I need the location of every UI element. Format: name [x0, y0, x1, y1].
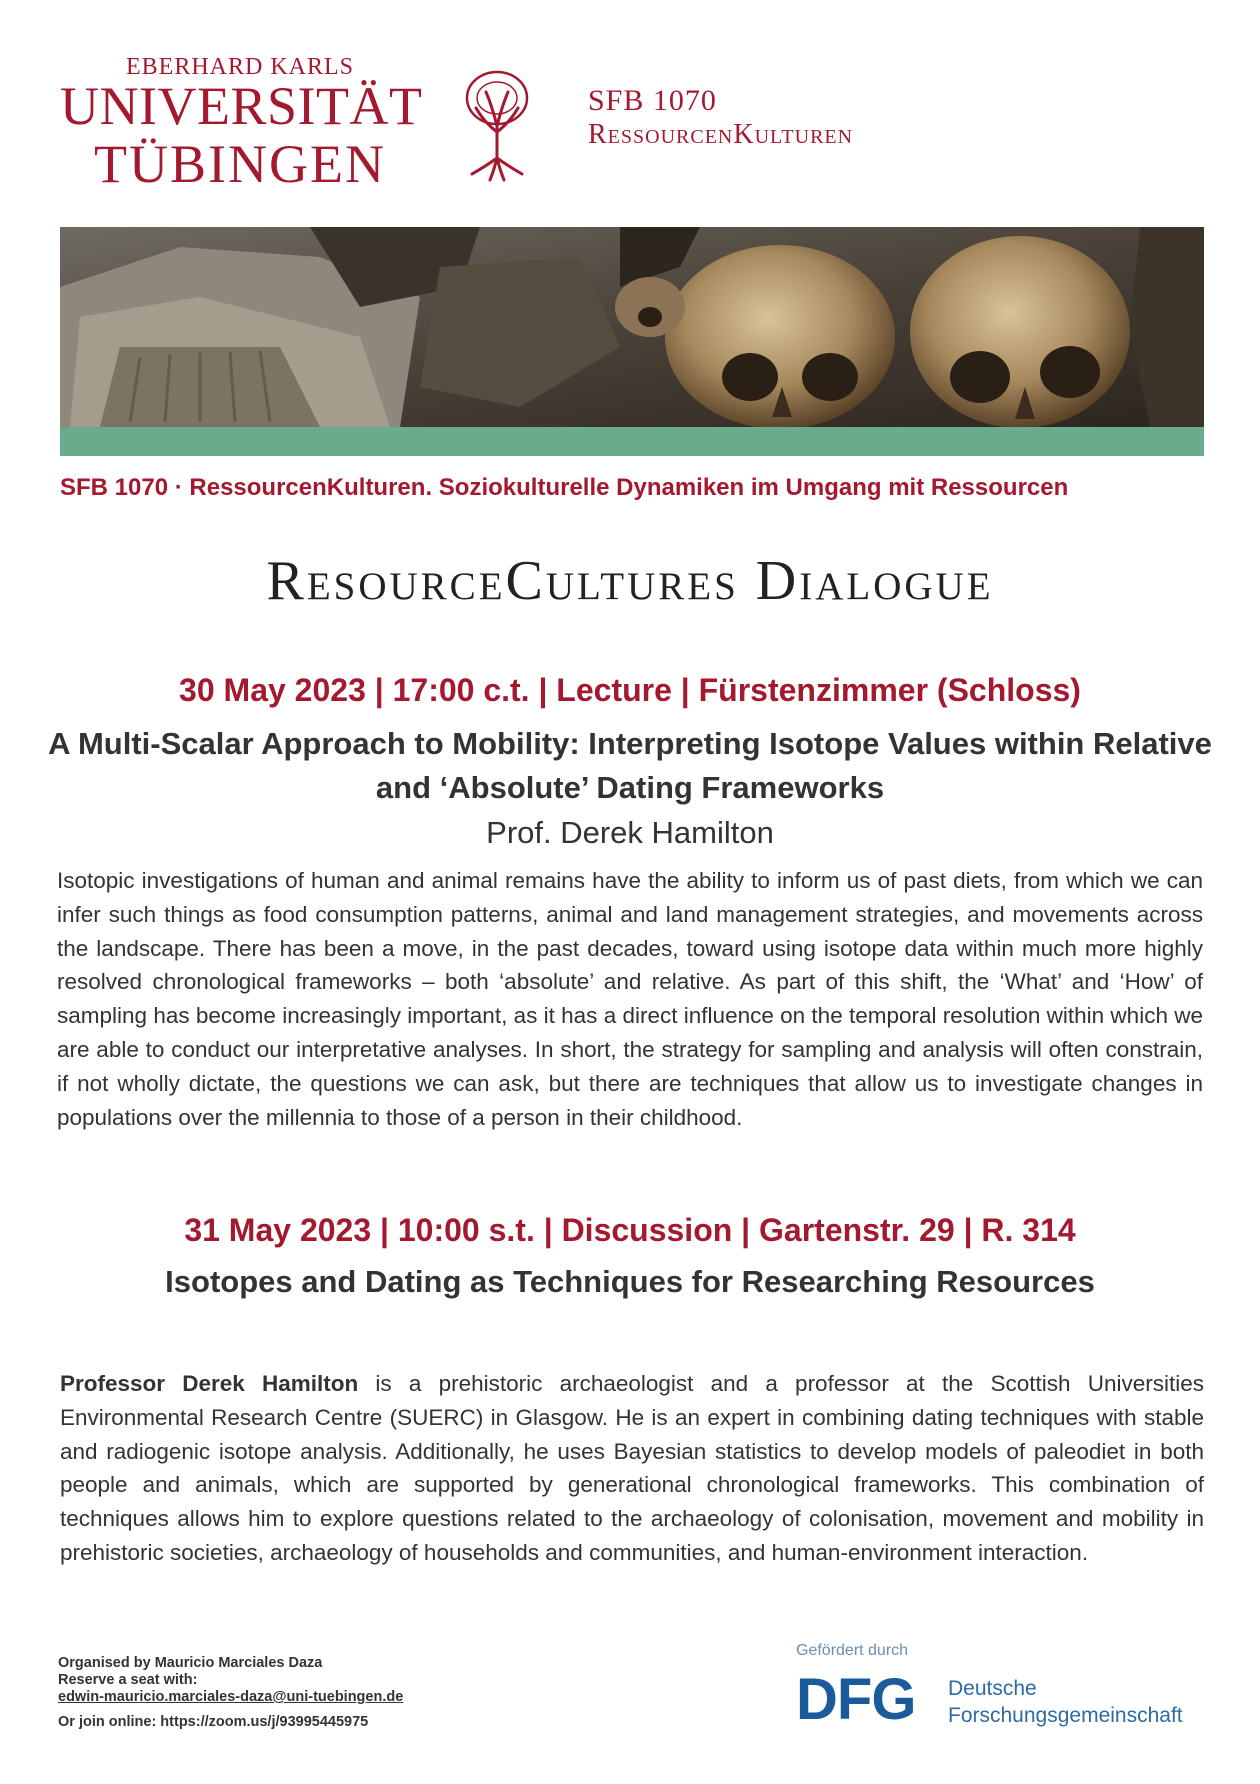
reserve-label: Reserve a seat with: — [58, 1672, 198, 1688]
dfg-logo: DFG — [796, 1667, 916, 1732]
sfb-name: RessourcenKulturen — [588, 118, 854, 150]
discussion-event-line: 31 May 2023 | 10:00 s.t. | Discussion | Gartenstr. 29 | R. 314 — [184, 1212, 1076, 1248]
online-link[interactable]: Or join online: https://zoom.us/j/93995445975 — [58, 1714, 369, 1730]
organised-by: Organised by Mauricio Marciales Daza — [58, 1655, 323, 1671]
lecture-speaker: Prof. Derek Hamilton — [486, 815, 774, 850]
university-line2: UNIVERSITÄT — [60, 76, 423, 136]
dfg-funded-by: Gefördert durch — [796, 1642, 909, 1659]
organiser-info — [58, 1655, 403, 1731]
university-line3: TÜBINGEN — [94, 134, 386, 194]
tree-logo-icon — [462, 62, 532, 182]
university-line1: EBERHARD KARLS — [125, 54, 355, 80]
bio-text: is a prehistoric archaeologist and a professor at the Scottish Universities Environmental Research Centre (SUERC) in Glasgow. He is an expert in combining dating techniques with stable and radiogenic isotope analysis. Additionally, he uses Bayesian statistics to develop models of paleodiet in both people and animals, which are supported by generational chronological frameworks. This combination of techniques allows him to explore questions related to the archaeology of colonisation, movement and mobility in prehistoric societies, archaeology of households and communities, and human-environment interaction. — [60, 1371, 1204, 1565]
university-logo — [60, 54, 423, 194]
sfb-number: SFB 1070 — [588, 84, 717, 117]
skulls-banner-image — [60, 227, 1204, 427]
dfg-name-line2: Forschungsgemeinschaft — [948, 1704, 1183, 1727]
lecture-abstract: Isotopic investigations of human and animal remains have the ability to inform us of past diets, from which we can infer such things as food consumption patterns, animal and land management strategies, and movements across the landscape. There has been a move, in the past decades, toward using isotope data within much more highly resolved chronological frameworks – both ‘absolute’ and relative. As part of this shift, the ‘What’ and ‘How’ of sampling has become increasingly important, as it has a direct influence on the temporal resolution within which we are able to conduct our interpretative analyses. In short, the strategy for sampling and analysis will often constrain, if not wholly dictate, the questions we can ask, but there are techniques that allow us to investigate changes in populations over the millennia to those of a person in their childhood. — [57, 868, 1203, 1130]
page-title: ResourceCultures Dialogue — [266, 550, 994, 612]
lecture-title: A Multi-Scalar Approach to Mobility: Interpreting Isotope Values within Relative and ‘Absolute’ Dating Frameworks — [48, 726, 1212, 805]
lecture-event-line: 30 May 2023 | 17:00 c.t. | Lecture | Fürstenzimmer (Schloss) — [179, 672, 1081, 708]
bio-name: Professor Derek Hamilton — [60, 1371, 359, 1396]
speaker-bio — [60, 1367, 1204, 1570]
reserve-email-link[interactable]: edwin-mauricio.marciales-daza@uni-tuebingen.de — [58, 1689, 404, 1705]
subtitle: SFB 1070 · RessourcenKulturen. Soziokulturelle Dynamiken im Umgang mit Ressourcen — [60, 474, 1069, 501]
dfg-name-line1: Deutsche — [948, 1677, 1037, 1700]
green-bar — [60, 427, 1204, 456]
sfb-logo — [588, 84, 853, 151]
dfg-name — [948, 1675, 1183, 1729]
discussion-title: Isotopes and Dating as Techniques for Researching Resources — [165, 1264, 1095, 1299]
